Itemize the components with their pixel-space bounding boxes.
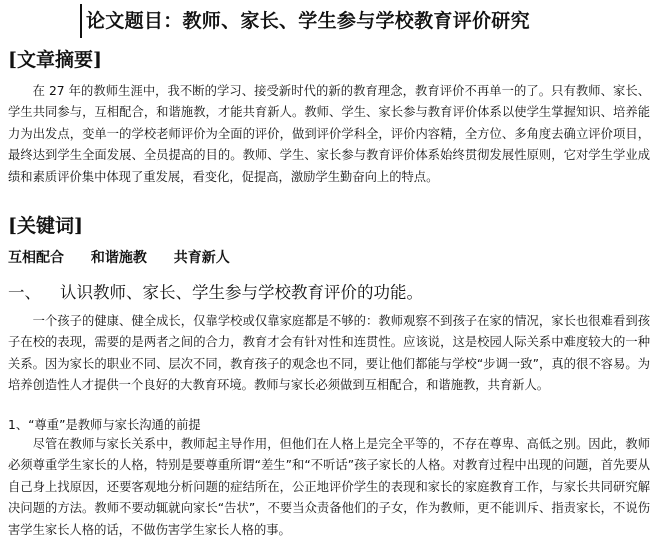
keyword-item: 互相配合 <box>8 250 64 266</box>
keywords-heading: [关键词] <box>8 215 83 237</box>
body-paragraph: 尽管在教师与家长关系中，教师起主导作用，但他们在人格上是完全平等的，不存在尊卑、高低之别。因此，教师必须尊重学生家长的人格，特别是要尊重所谓“差生”和“不听话”孩子家长的人格。对教育过程中出现的问题，首先要从自己身上找原因，还要客观地分析问题的症结所在，公正地评价学生的表现和家长的家庭教育工作，与家长共同研究解决问题的方法。教师不要动辄就向家长“告状”，不要当众责备他们的子女，作为教师，更不能训斥、指责家长，不说伤害学生家长人格的话，不做伤害学生家长人格的事。 <box>8 437 650 537</box>
keywords-list <box>8 247 252 269</box>
subsection-heading: 1、“尊重”是教师与家长沟通的前提 <box>8 418 201 432</box>
section-heading <box>8 280 423 306</box>
section-title: 认识教师、家长、学生参与学校教育评价的功能。 <box>60 283 423 302</box>
body-paragraph: 一个孩子的健康、健全成长，仅靠学校或仅靠家庭都是不够的：教师观察不到孩子在家的情况，家长也很难看到孩子在校的表现，需要的是两者之间的合力，教育才会有针对性和连贯性。应该说，这是校园人际关系中难度较大的一种关系。因为家长的职业不同、层次不同，教育孩子的观念也不同，要让他们都能与学校“步调一致”，真的很不容易。为培养创造性人才提供一个良好的大教育环境。教师与家长必须做到互相配合，和谐施教，共育新人。 <box>8 314 650 393</box>
abstract-heading: [文章摘要] <box>8 49 102 71</box>
abstract-paragraph: 在 27 年的教师生涯中，我不断的学习、接受新时代的新的教育理念，教育评价不再单一的了。只有教师、家长、学生共同参与，互相配合，和谐施教，才能共育新人。教师、学生、家长参与教育评价体系以使学生掌握知识、培养能力为出发点，变单一的学校老师评价为全面的评价，做到评价学科全，评价内容精，全方位、多角度去确立评价项目，最终达到学生全面发展、全员提高的目的。教师、学生、家长参与教育评价体系始终贯彻发展性原则，它对学生学业成绩和素质评价集中体现了重发展，看变化，促提高，激励学生勤奋向上的特点。 <box>8 84 650 184</box>
keyword-item: 共育新人 <box>173 250 230 266</box>
keyword-item: 和谐施教 <box>90 250 147 266</box>
paper-title: 论文题目：教师、家长、学生参与学校教育评价研究 <box>80 4 530 38</box>
section-number: 一、 <box>8 283 41 302</box>
